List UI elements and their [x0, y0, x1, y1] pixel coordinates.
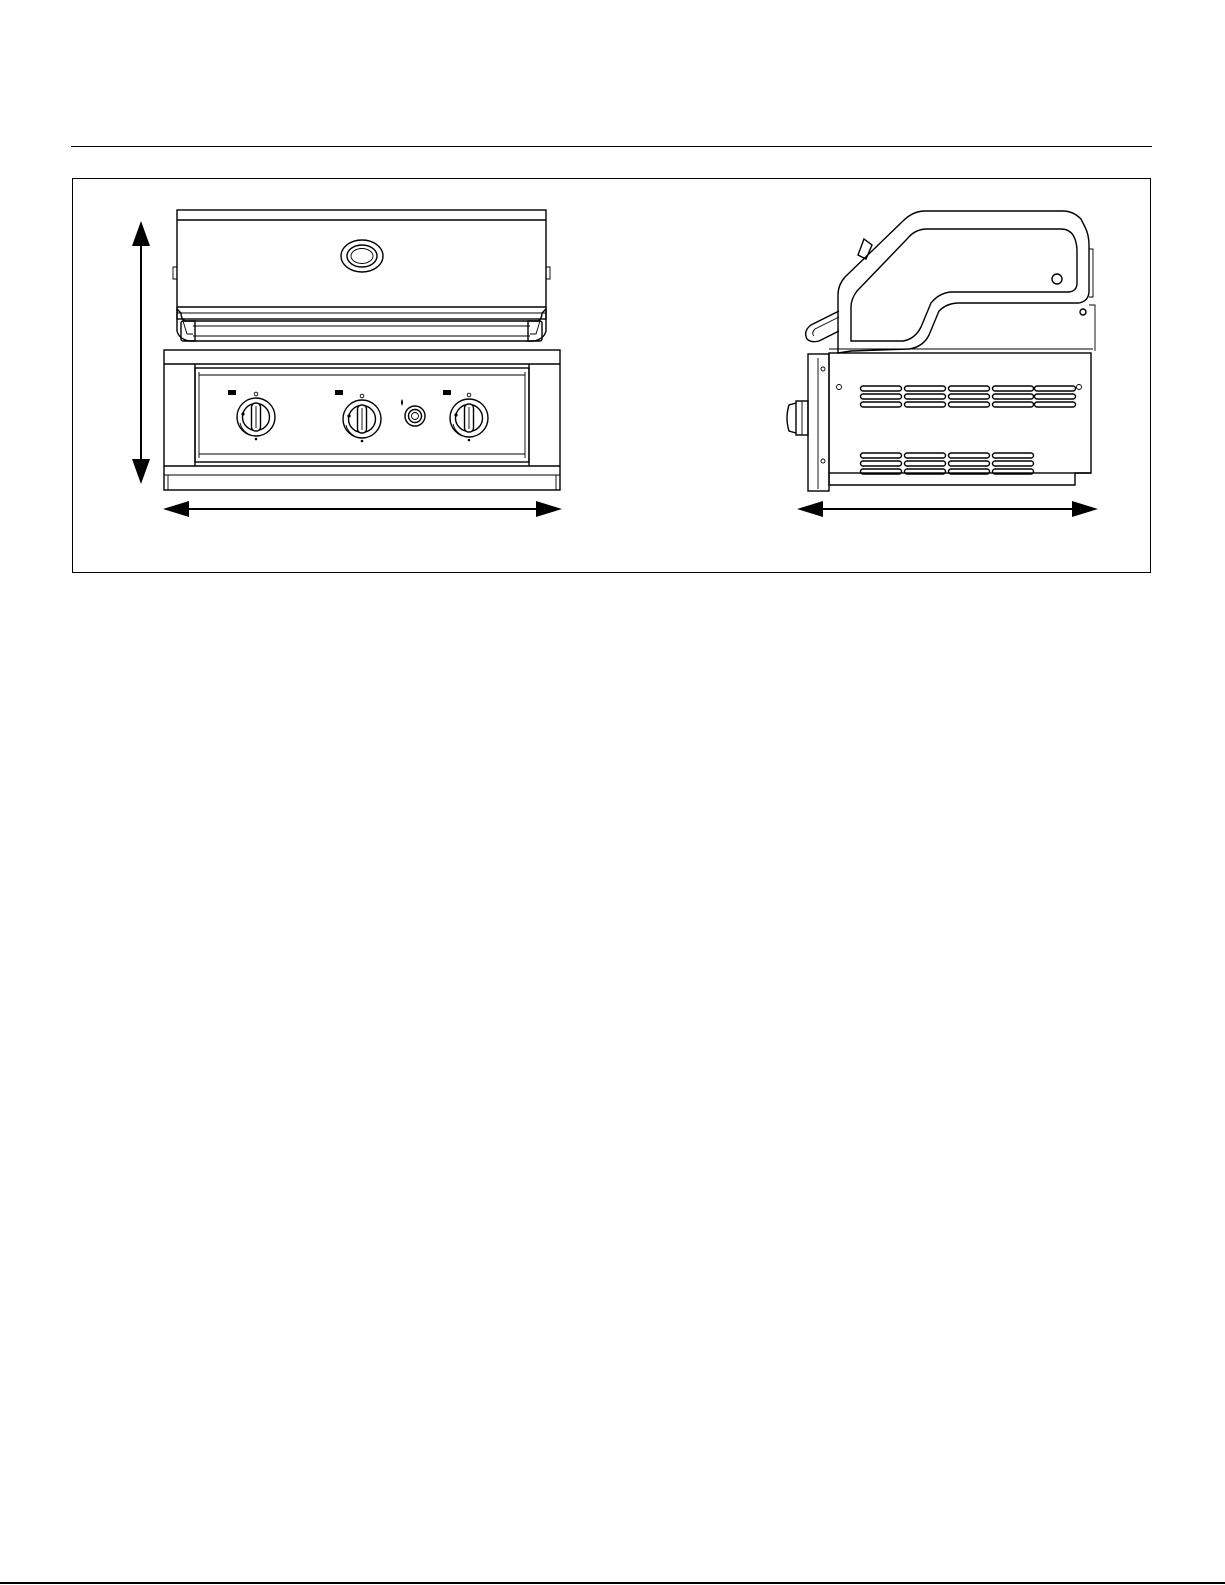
control-knob-icon [237, 392, 275, 440]
width-dimension-arrow [163, 501, 562, 517]
side-knob-icon [787, 401, 808, 435]
control-knob-icon [343, 394, 381, 442]
front-view [132, 210, 562, 517]
depth-dimension-arrow [797, 501, 1098, 517]
footer-rule [0, 1582, 1225, 1584]
lower-vents [861, 453, 1034, 474]
front-firebox [164, 350, 560, 490]
side-firebox [787, 349, 1093, 491]
ignition-button-icon [401, 399, 425, 426]
front-hood [173, 210, 550, 341]
control-knob-icon [450, 393, 488, 441]
header-rule [71, 146, 1152, 147]
side-hood [806, 211, 1095, 353]
grill-drawing [73, 179, 1152, 574]
hood-handle-icon [806, 311, 839, 342]
temperature-gauge-icon [341, 240, 383, 272]
upper-vents [861, 386, 1076, 407]
height-dimension-arrow [132, 221, 150, 484]
grill-dimensions-figure [72, 178, 1151, 573]
side-view [787, 211, 1098, 517]
